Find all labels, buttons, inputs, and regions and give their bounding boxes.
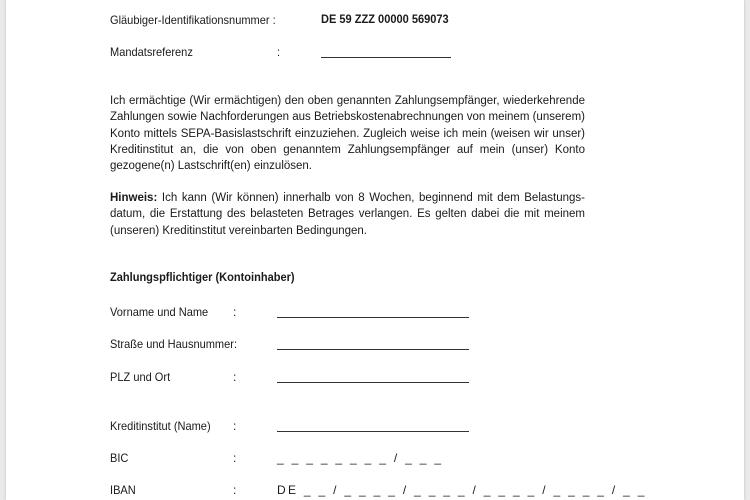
notice-paragraph [110, 190, 585, 239]
name-field[interactable] [277, 317, 469, 318]
notice-text: Ich kann (Wir können) innerhalb von 8 Wochen, beginnend mit dem Belastungs-datum, die Erstattung des belasteten Betrages verlangen. Es gelten dabei die mit meinem (unseren) Kreditinstitut vereinbarten Bedingungen. [110, 192, 585, 237]
iban-colon: : [233, 483, 237, 497]
bic-field[interactable]: _ _ _ _ _ _ _ _ / _ _ _ [277, 451, 444, 465]
iban-label: IBAN [110, 483, 136, 497]
street-field[interactable] [277, 349, 469, 350]
name-label: Vorname und Name [110, 305, 209, 319]
authorization-text: Ich ermächtige (Wir ermächtigen) den oben genannten Zahlungsempfänger, wiederkehrende Zahlungen sowie Nachforderungen aus Betriebskostenabrechnungen von meinem (unserem) Konto mittels SEPA-Basislastschrift einzuziehen. Zugleich weise ich mein (weisen wir unser) Kreditinstitut an, die von oben genanntem Zahlungsempfänger auf mein (unser) Konto gezogene(n) Lastschrift(en) einzulösen. [110, 95, 585, 173]
iban-field[interactable]: DE _ _ / _ _ _ _ / _ _ _ _ / _ _ _ _ / _ _ _ _ / _ _ [277, 483, 647, 497]
document-page [6, 0, 744, 500]
name-colon: : [233, 305, 237, 319]
mandate-reference-field[interactable] [321, 57, 451, 58]
bic-colon: : [233, 451, 237, 465]
mandate-reference-label: Mandatsreferenz [110, 45, 193, 59]
payer-heading: Zahlungspflichtiger (Kontoinhaber) [110, 270, 295, 284]
mandate-reference-colon: : [277, 45, 281, 59]
city-field[interactable] [277, 382, 469, 383]
bic-label: BIC [110, 451, 129, 465]
bank-name-label: Kreditinstitut (Name) [110, 419, 211, 433]
city-label: PLZ und Ort [110, 370, 171, 384]
bank-name-colon: : [233, 419, 237, 433]
creditor-id-label: Gläubiger-Identifikationsnummer : [110, 13, 276, 27]
notice-label: Hinweis: [110, 192, 158, 204]
city-colon: : [233, 370, 237, 384]
creditor-id-value: DE 59 ZZZ 00000 569073 [321, 12, 449, 26]
bank-name-field[interactable] [277, 431, 469, 432]
street-label: Straße und Hausnummer: [110, 337, 238, 351]
